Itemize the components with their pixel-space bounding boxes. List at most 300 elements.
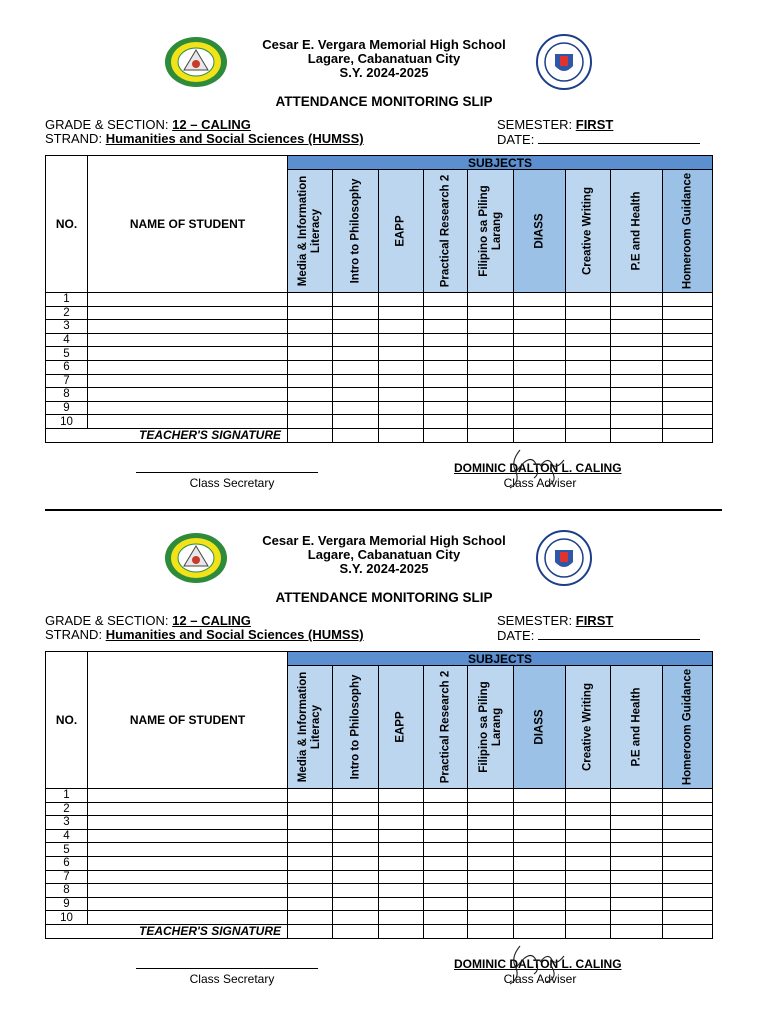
attendance-cell[interactable] bbox=[566, 816, 611, 830]
attendance-cell[interactable] bbox=[566, 870, 611, 884]
attendance-cell[interactable] bbox=[611, 388, 663, 402]
attendance-cell[interactable] bbox=[424, 360, 468, 374]
attendance-cell[interactable] bbox=[288, 347, 333, 361]
row-number: 4 bbox=[46, 829, 88, 843]
row-number: 10 bbox=[46, 911, 88, 925]
subject-header: Creative Writing bbox=[566, 666, 611, 789]
adviser-signature-icon bbox=[490, 938, 590, 988]
attendance-cell[interactable] bbox=[566, 306, 611, 320]
secretary-signature-line[interactable] bbox=[136, 472, 318, 473]
attendance-cell[interactable] bbox=[663, 816, 713, 830]
attendance-cell[interactable] bbox=[288, 401, 333, 415]
subject-header: Intro to Philosophy bbox=[333, 170, 379, 293]
attendance-cell[interactable] bbox=[424, 306, 468, 320]
student-name-cell[interactable] bbox=[88, 843, 288, 857]
attendance-cell[interactable] bbox=[379, 829, 424, 843]
signature-cell[interactable] bbox=[288, 924, 333, 938]
table-row bbox=[46, 333, 713, 347]
attendance-cell[interactable] bbox=[663, 789, 713, 803]
attendance-cell[interactable] bbox=[333, 802, 379, 816]
attendance-cell[interactable] bbox=[468, 802, 514, 816]
teacher-signature-label: TEACHER'S SIGNATURE bbox=[46, 924, 288, 938]
attendance-cell[interactable] bbox=[566, 789, 611, 803]
row-number: 9 bbox=[46, 897, 88, 911]
attendance-cell[interactable] bbox=[611, 306, 663, 320]
row-number: 6 bbox=[46, 360, 88, 374]
attendance-cell[interactable] bbox=[424, 320, 468, 334]
attendance-cell[interactable] bbox=[379, 911, 424, 925]
attendance-cell[interactable] bbox=[663, 306, 713, 320]
attendance-cell[interactable] bbox=[514, 870, 566, 884]
attendance-cell[interactable] bbox=[611, 829, 663, 843]
attendance-cell[interactable] bbox=[663, 347, 713, 361]
grade-section bbox=[45, 614, 251, 628]
student-name-cell[interactable] bbox=[88, 401, 288, 415]
attendance-cell[interactable] bbox=[663, 856, 713, 870]
signature-cell[interactable] bbox=[566, 428, 611, 442]
attendance-cell[interactable] bbox=[424, 789, 468, 803]
attendance-cell[interactable] bbox=[566, 856, 611, 870]
attendance-cell[interactable] bbox=[333, 415, 379, 429]
attendance-cell[interactable] bbox=[424, 884, 468, 898]
table-row bbox=[46, 415, 713, 429]
attendance-cell[interactable] bbox=[379, 320, 424, 334]
attendance-table bbox=[45, 651, 713, 939]
attendance-cell[interactable] bbox=[514, 320, 566, 334]
attendance-cell[interactable] bbox=[514, 347, 566, 361]
date-field[interactable] bbox=[497, 628, 700, 643]
grade-section bbox=[45, 118, 251, 132]
attendance-cell[interactable] bbox=[333, 897, 379, 911]
row-number: 1 bbox=[46, 789, 88, 803]
student-name-cell[interactable] bbox=[88, 320, 288, 334]
school-header bbox=[0, 534, 768, 576]
attendance-cell[interactable] bbox=[514, 306, 566, 320]
table-row bbox=[46, 789, 713, 803]
attendance-cell[interactable] bbox=[333, 401, 379, 415]
attendance-cell[interactable] bbox=[514, 789, 566, 803]
row-number: 8 bbox=[46, 884, 88, 898]
attendance-cell[interactable] bbox=[424, 843, 468, 857]
subject-header: Media & Information Literacy bbox=[288, 666, 333, 789]
attendance-cell[interactable] bbox=[333, 789, 379, 803]
attendance-cell[interactable] bbox=[611, 897, 663, 911]
attendance-cell[interactable] bbox=[379, 870, 424, 884]
attendance-cell[interactable] bbox=[566, 293, 611, 307]
secretary-label: Class Secretary bbox=[189, 972, 275, 986]
attendance-cell[interactable] bbox=[611, 856, 663, 870]
table-row bbox=[46, 829, 713, 843]
attendance-cell[interactable] bbox=[424, 897, 468, 911]
attendance-cell[interactable] bbox=[379, 388, 424, 402]
attendance-cell[interactable] bbox=[468, 306, 514, 320]
date-blank[interactable] bbox=[538, 132, 700, 144]
attendance-cell[interactable] bbox=[379, 360, 424, 374]
attendance-cell[interactable] bbox=[663, 388, 713, 402]
row-number: 7 bbox=[46, 374, 88, 388]
student-name-cell[interactable] bbox=[88, 911, 288, 925]
row-number: 10 bbox=[46, 415, 88, 429]
signature-cell[interactable] bbox=[566, 924, 611, 938]
attendance-cell[interactable] bbox=[424, 347, 468, 361]
attendance-cell[interactable] bbox=[611, 360, 663, 374]
attendance-cell[interactable] bbox=[424, 388, 468, 402]
subject-header: Filipino sa Piling Larang bbox=[468, 170, 514, 293]
attendance-cell[interactable] bbox=[333, 360, 379, 374]
attendance-cell[interactable] bbox=[424, 870, 468, 884]
attendance-cell[interactable] bbox=[514, 884, 566, 898]
subject-header: Media & Information Literacy bbox=[288, 170, 333, 293]
attendance-cell[interactable] bbox=[468, 293, 514, 307]
adviser-name: DOMINIC DALTON L. CALING bbox=[454, 461, 622, 475]
secretary-signature-line[interactable] bbox=[136, 968, 318, 969]
row-number: 2 bbox=[46, 802, 88, 816]
subject-header: Filipino sa Piling Larang bbox=[468, 666, 514, 789]
signature-cell[interactable] bbox=[379, 924, 424, 938]
attendance-cell[interactable] bbox=[566, 374, 611, 388]
attendance-cell[interactable] bbox=[663, 401, 713, 415]
attendance-cell[interactable] bbox=[514, 415, 566, 429]
attendance-cell[interactable] bbox=[468, 816, 514, 830]
attendance-cell[interactable] bbox=[566, 347, 611, 361]
attendance-cell[interactable] bbox=[379, 816, 424, 830]
signature-cell[interactable] bbox=[424, 924, 468, 938]
attendance-cell[interactable] bbox=[566, 843, 611, 857]
header-name: NAME OF STUDENT bbox=[88, 652, 288, 789]
attendance-cell[interactable] bbox=[288, 293, 333, 307]
attendance-cell[interactable] bbox=[566, 401, 611, 415]
attendance-cell[interactable] bbox=[468, 789, 514, 803]
attendance-cell[interactable] bbox=[663, 415, 713, 429]
signature-cell[interactable] bbox=[663, 924, 713, 938]
attendance-cell[interactable] bbox=[611, 347, 663, 361]
attendance-cell[interactable] bbox=[333, 829, 379, 843]
signature-cell[interactable] bbox=[468, 428, 514, 442]
adviser-label: Class Adviser bbox=[503, 972, 577, 986]
attendance-cell[interactable] bbox=[468, 415, 514, 429]
attendance-cell[interactable] bbox=[514, 374, 566, 388]
signature-cell[interactable] bbox=[424, 428, 468, 442]
attendance-cell[interactable] bbox=[468, 843, 514, 857]
attendance-cell[interactable] bbox=[333, 911, 379, 925]
attendance-cell[interactable] bbox=[333, 333, 379, 347]
strand-label: STRAND: bbox=[45, 131, 103, 146]
attendance-cell[interactable] bbox=[611, 884, 663, 898]
attendance-cell[interactable] bbox=[611, 789, 663, 803]
date-label: DATE: bbox=[497, 628, 535, 643]
student-name-cell[interactable] bbox=[88, 802, 288, 816]
attendance-cell[interactable] bbox=[379, 374, 424, 388]
student-name-cell[interactable] bbox=[88, 293, 288, 307]
strand-value: Humanities and Social Sciences (HUMSS) bbox=[105, 131, 364, 146]
signature-cell[interactable] bbox=[288, 428, 333, 442]
attendance-cell[interactable] bbox=[468, 401, 514, 415]
attendance-cell[interactable] bbox=[514, 360, 566, 374]
attendance-cell[interactable] bbox=[468, 911, 514, 925]
attendance-cell[interactable] bbox=[566, 884, 611, 898]
subject-header: P.E and Health bbox=[611, 666, 663, 789]
attendance-cell[interactable] bbox=[611, 401, 663, 415]
subject-header: P.E and Health bbox=[611, 170, 663, 293]
attendance-cell[interactable] bbox=[424, 802, 468, 816]
attendance-cell[interactable] bbox=[288, 802, 333, 816]
attendance-cell[interactable] bbox=[333, 293, 379, 307]
attendance-cell[interactable] bbox=[566, 802, 611, 816]
subject-header: EAPP bbox=[379, 170, 424, 293]
attendance-cell[interactable] bbox=[611, 843, 663, 857]
attendance-cell[interactable] bbox=[611, 320, 663, 334]
semester bbox=[497, 118, 613, 132]
attendance-cell[interactable] bbox=[514, 911, 566, 925]
attendance-cell[interactable] bbox=[663, 802, 713, 816]
attendance-cell[interactable] bbox=[514, 333, 566, 347]
attendance-cell[interactable] bbox=[611, 333, 663, 347]
attendance-cell[interactable] bbox=[288, 360, 333, 374]
attendance-cell[interactable] bbox=[288, 829, 333, 843]
attendance-cell[interactable] bbox=[333, 856, 379, 870]
table-row bbox=[46, 856, 713, 870]
row-number: 7 bbox=[46, 870, 88, 884]
attendance-cell[interactable] bbox=[424, 816, 468, 830]
signature-cell[interactable] bbox=[663, 428, 713, 442]
attendance-cell[interactable] bbox=[663, 360, 713, 374]
attendance-cell[interactable] bbox=[333, 870, 379, 884]
attendance-cell[interactable] bbox=[566, 333, 611, 347]
attendance-cell[interactable] bbox=[288, 870, 333, 884]
attendance-cell[interactable] bbox=[379, 884, 424, 898]
attendance-cell[interactable] bbox=[424, 415, 468, 429]
adviser-name: DOMINIC DALTON L. CALING bbox=[454, 957, 622, 971]
signature-cell[interactable] bbox=[611, 924, 663, 938]
semester-label: SEMESTER: bbox=[497, 117, 573, 132]
attendance-cell[interactable] bbox=[379, 802, 424, 816]
attendance-cell[interactable] bbox=[333, 374, 379, 388]
student-name-cell[interactable] bbox=[88, 415, 288, 429]
attendance-cell[interactable] bbox=[566, 320, 611, 334]
attendance-table bbox=[45, 155, 713, 443]
student-name-cell[interactable] bbox=[88, 897, 288, 911]
signature-cell[interactable] bbox=[379, 428, 424, 442]
attendance-cell[interactable] bbox=[288, 816, 333, 830]
attendance-cell[interactable] bbox=[333, 843, 379, 857]
attendance-cell[interactable] bbox=[611, 802, 663, 816]
subject-header: Homeroom Guidance bbox=[663, 666, 713, 789]
attendance-cell[interactable] bbox=[566, 897, 611, 911]
school-name: Cesar E. Vergara Memorial High School bbox=[262, 37, 506, 52]
attendance-cell[interactable] bbox=[379, 347, 424, 361]
row-number: 2 bbox=[46, 306, 88, 320]
attendance-cell[interactable] bbox=[288, 856, 333, 870]
header-subjects: SUBJECTS bbox=[288, 652, 713, 666]
student-name-cell[interactable] bbox=[88, 856, 288, 870]
attendance-cell[interactable] bbox=[514, 401, 566, 415]
attendance-cell[interactable] bbox=[379, 789, 424, 803]
attendance-cell[interactable] bbox=[333, 884, 379, 898]
attendance-cell[interactable] bbox=[288, 843, 333, 857]
row-number: 8 bbox=[46, 388, 88, 402]
attendance-cell[interactable] bbox=[468, 374, 514, 388]
attendance-cell[interactable] bbox=[333, 347, 379, 361]
attendance-cell[interactable] bbox=[424, 333, 468, 347]
attendance-cell[interactable] bbox=[468, 897, 514, 911]
attendance-cell[interactable] bbox=[333, 816, 379, 830]
table-row bbox=[46, 911, 713, 925]
secretary-label: Class Secretary bbox=[189, 476, 275, 490]
attendance-cell[interactable] bbox=[611, 293, 663, 307]
attendance-cell[interactable] bbox=[379, 856, 424, 870]
attendance-cell[interactable] bbox=[566, 415, 611, 429]
date-blank[interactable] bbox=[538, 628, 700, 640]
row-number: 3 bbox=[46, 816, 88, 830]
attendance-cell[interactable] bbox=[333, 320, 379, 334]
attendance-cell[interactable] bbox=[663, 829, 713, 843]
school-address: Lagare, Cabanatuan City bbox=[307, 51, 461, 66]
grade-label: GRADE & SECTION: bbox=[45, 613, 169, 628]
attendance-cell[interactable] bbox=[663, 320, 713, 334]
row-number: 1 bbox=[46, 293, 88, 307]
adviser-label: Class Adviser bbox=[503, 476, 577, 490]
attendance-cell[interactable] bbox=[514, 856, 566, 870]
subject-header: DIASS bbox=[514, 170, 566, 293]
attendance-cell[interactable] bbox=[468, 884, 514, 898]
slip-title: ATTENDANCE MONITORING SLIP bbox=[275, 94, 493, 109]
table-row bbox=[46, 374, 713, 388]
date-field[interactable] bbox=[497, 132, 700, 147]
attendance-cell[interactable] bbox=[379, 293, 424, 307]
signature-cell[interactable] bbox=[333, 428, 379, 442]
school-year: S.Y. 2024-2025 bbox=[339, 561, 429, 576]
attendance-cell[interactable] bbox=[333, 388, 379, 402]
attendance-cell[interactable] bbox=[514, 816, 566, 830]
attendance-cell[interactable] bbox=[663, 897, 713, 911]
student-name-cell[interactable] bbox=[88, 306, 288, 320]
school-name: Cesar E. Vergara Memorial High School bbox=[262, 533, 506, 548]
header-name: NAME OF STUDENT bbox=[88, 156, 288, 293]
attendance-cell[interactable] bbox=[288, 884, 333, 898]
attendance-cell[interactable] bbox=[379, 415, 424, 429]
attendance-cell[interactable] bbox=[379, 897, 424, 911]
table-row bbox=[46, 816, 713, 830]
table-row bbox=[46, 320, 713, 334]
signature-cell[interactable] bbox=[514, 924, 566, 938]
attendance-cell[interactable] bbox=[288, 415, 333, 429]
attendance-cell[interactable] bbox=[611, 870, 663, 884]
attendance-slip-2 bbox=[0, 496, 768, 996]
attendance-cell[interactable] bbox=[611, 816, 663, 830]
student-name-cell[interactable] bbox=[88, 884, 288, 898]
attendance-cell[interactable] bbox=[514, 388, 566, 402]
attendance-cell[interactable] bbox=[663, 884, 713, 898]
attendance-cell[interactable] bbox=[468, 347, 514, 361]
attendance-cell[interactable] bbox=[288, 911, 333, 925]
attendance-cell[interactable] bbox=[379, 333, 424, 347]
attendance-cell[interactable] bbox=[663, 333, 713, 347]
table-row bbox=[46, 293, 713, 307]
attendance-cell[interactable] bbox=[514, 802, 566, 816]
school-header bbox=[0, 38, 768, 80]
row-number: 6 bbox=[46, 856, 88, 870]
attendance-cell[interactable] bbox=[468, 870, 514, 884]
attendance-cell[interactable] bbox=[468, 320, 514, 334]
student-name-cell[interactable] bbox=[88, 333, 288, 347]
attendance-cell[interactable] bbox=[663, 911, 713, 925]
row-number: 5 bbox=[46, 347, 88, 361]
attendance-cell[interactable] bbox=[611, 911, 663, 925]
attendance-cell[interactable] bbox=[288, 306, 333, 320]
attendance-cell[interactable] bbox=[424, 293, 468, 307]
student-name-cell[interactable] bbox=[88, 789, 288, 803]
header-no: NO. bbox=[46, 156, 88, 293]
attendance-cell[interactable] bbox=[468, 829, 514, 843]
attendance-cell[interactable] bbox=[663, 374, 713, 388]
attendance-cell[interactable] bbox=[468, 388, 514, 402]
table-row bbox=[46, 388, 713, 402]
attendance-cell[interactable] bbox=[514, 843, 566, 857]
attendance-cell[interactable] bbox=[611, 374, 663, 388]
student-name-cell[interactable] bbox=[88, 388, 288, 402]
attendance-cell[interactable] bbox=[468, 333, 514, 347]
attendance-cell[interactable] bbox=[566, 388, 611, 402]
student-name-cell[interactable] bbox=[88, 374, 288, 388]
attendance-cell[interactable] bbox=[424, 374, 468, 388]
attendance-cell[interactable] bbox=[514, 293, 566, 307]
attendance-cell[interactable] bbox=[611, 415, 663, 429]
attendance-cell[interactable] bbox=[288, 789, 333, 803]
attendance-cell[interactable] bbox=[566, 360, 611, 374]
attendance-cell[interactable] bbox=[468, 856, 514, 870]
table-row bbox=[46, 897, 713, 911]
signature-cell[interactable] bbox=[333, 924, 379, 938]
attendance-cell[interactable] bbox=[663, 293, 713, 307]
table-row bbox=[46, 401, 713, 415]
student-name-cell[interactable] bbox=[88, 347, 288, 361]
attendance-cell[interactable] bbox=[333, 306, 379, 320]
attendance-cell[interactable] bbox=[379, 306, 424, 320]
attendance-cell[interactable] bbox=[424, 856, 468, 870]
subject-header: Practical Research 2 bbox=[424, 666, 468, 789]
grade-value: 12 – CALING bbox=[172, 613, 251, 628]
attendance-cell[interactable] bbox=[566, 829, 611, 843]
attendance-cell[interactable] bbox=[379, 401, 424, 415]
attendance-cell[interactable] bbox=[514, 897, 566, 911]
student-name-cell[interactable] bbox=[88, 829, 288, 843]
attendance-cell[interactable] bbox=[379, 843, 424, 857]
student-name-cell[interactable] bbox=[88, 870, 288, 884]
attendance-cell[interactable] bbox=[663, 843, 713, 857]
attendance-cell[interactable] bbox=[468, 360, 514, 374]
attendance-cell[interactable] bbox=[288, 388, 333, 402]
attendance-cell[interactable] bbox=[288, 897, 333, 911]
attendance-cell[interactable] bbox=[663, 870, 713, 884]
strand-value: Humanities and Social Sciences (HUMSS) bbox=[105, 627, 364, 642]
signature-cell[interactable] bbox=[514, 428, 566, 442]
attendance-cell[interactable] bbox=[288, 333, 333, 347]
student-name-cell[interactable] bbox=[88, 360, 288, 374]
attendance-cell[interactable] bbox=[566, 911, 611, 925]
row-number: 3 bbox=[46, 320, 88, 334]
attendance-cell[interactable] bbox=[424, 829, 468, 843]
signature-cell[interactable] bbox=[468, 924, 514, 938]
adviser-signature-icon bbox=[490, 442, 590, 492]
attendance-cell[interactable] bbox=[424, 401, 468, 415]
attendance-cell[interactable] bbox=[514, 829, 566, 843]
signature-cell[interactable] bbox=[611, 428, 663, 442]
attendance-cell[interactable] bbox=[288, 320, 333, 334]
student-name-cell[interactable] bbox=[88, 816, 288, 830]
semester-label: SEMESTER: bbox=[497, 613, 573, 628]
attendance-cell[interactable] bbox=[424, 911, 468, 925]
attendance-cell[interactable] bbox=[288, 374, 333, 388]
